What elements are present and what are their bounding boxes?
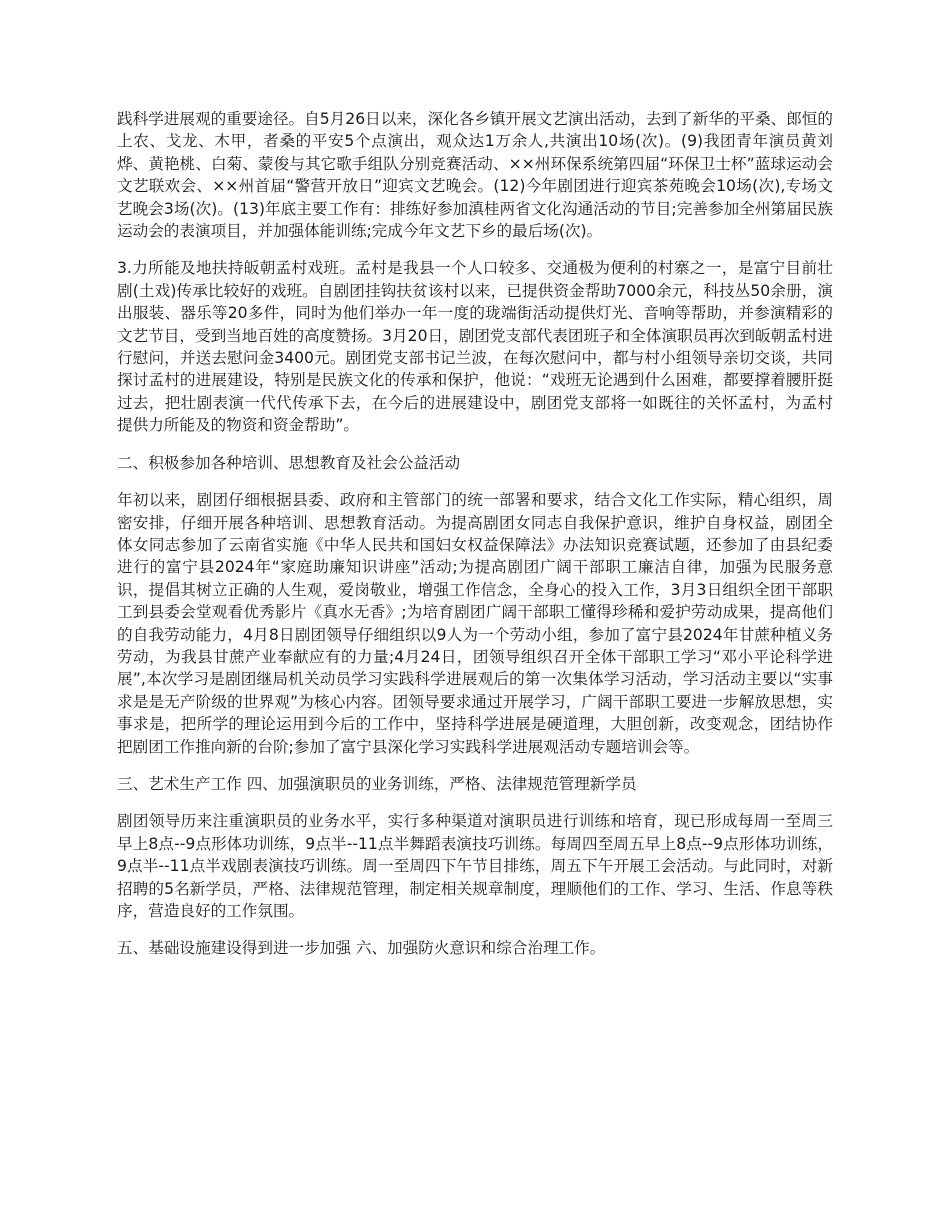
paragraph-practice-activities: 践科学进展观的重要途径。自5月26日以来，深化各乡镇开展文艺演出活动，去到了新华的平桑、郎恒的上农、戈龙、木甲，者桑的平安5个点演出，观众达1万余人,共演出10场(次)。(9)我团青年演员黄刘烨、黄艳桃、白菊、蒙俊与其它歌手组队分别竞赛活动、××州环保系统第四届“环保卫士杯”蓝球运动会文艺联欢会、××州首届“警营开放日”迎宾文艺晚会。(12)今年剧团进行迎宾茶苑晚会10场(次),专场文艺晚会3场(次)。(13)年底主要工作有：排练好参加滇桂两省文化沟通活动的节目;完善参加全州第届民族运动会的表演项目，并加强体能训练;完成今年文艺下乡的最后场(次)。 — [117, 110, 833, 241]
section-heading-training: 二、积极参加各种培训、思想教育及社会公益活动 — [117, 453, 461, 472]
section-heading-art-production: 三、艺术生产工作 四、加强演职员的业务训练，严格、法律规范管理新学员 — [117, 774, 637, 793]
section-heading-infrastructure: 五、基础设施建设得到进一步加强 六、加强防火意识和综合治理工作。 — [117, 939, 606, 958]
paragraph-mengcun-support: 3.力所能及地扶持皈朝孟村戏班。孟村是我县一个人口较多、交通极为便利的村寨之一，是富宁目前壮剧(土戏)传承比较好的戏班。自剧团挂钩扶贫该村以来，已提供资金帮助7000余元，科技丛50余册，演出服装、器乐等20多件，同时为他们举办一年一度的珑端街活动提供灯光、音响等帮助，并参演精彩的文艺节目，受到当地百姓的高度赞扬。3月20日，剧团党支部代表团班子和全体演职员再次到皈朝孟村进行慰问，并送去慰问金3400元。剧团党支部书记兰波，在每次慰问中，都与村小组领导亲切交谈，共同探讨孟村的进展建设，特别是民族文化的传承和保护，他说：“戏班无论遇到什么困难，都要撑着腰肝挺过去，把壮剧表演一代代传承下去，在今后的进展建设中，剧团党支部将一如既往的关怀孟村，为孟村提供力所能及的物资和资金帮助”。 — [117, 259, 833, 435]
paragraph-training-activities: 年初以来，剧团仔细根据县委、政府和主管部门的统一部署和要求，结合文化工作实际，精心组织，周密安排，仔细开展各种培训、思想教育活动。为提高剧团女同志自我保护意识，维护自身权益，剧团全体女同志参加了云南省实施《中华人民共和国妇女权益保障法》办法知识竞赛试题，还参加了由县纪委进行的富宁县2024年“家庭助廉知识讲座”活动;为提高剧团广阔干部职工廉洁自律，加强为民服务意识，提倡其树立正确的人生观，爱岗敬业，增强工作信念，全身心的投入工作，3月3日组织全团干部职工到县委会堂观看优秀影片《真水无香》;为培育剧团广阔干部职工懂得珍稀和爱护劳动成果，提高他们的自我劳动能力，4月8日剧团领导仔细组织以9人为一个劳动小组，参加了富宁县2024年甘蔗种植义务劳动，为我县甘蔗产业奉献应有的力量;4月24日，团领导组织召开全体干部职工学习“邓小平论科学进展”,本次学习是剧团继局机关动员学习实践科学进展观后的第一次集体学习活动，学习活动主要以“实事求是是无产阶级的世界观”为核心内容。团领导要求通过开展学习，广阔干部职工要进一步解放思想，实事求是，把所学的理论运用到今后的工作中，坚持科学进展是硬道理，大胆创新，改变观念，团结协作把剧团工作推向新的台阶;参加了富宁县深化学习实践科学进展观活动专题培训会等。 — [117, 491, 833, 756]
paragraph-performer-training: 剧团领导历来注重演职员的业务水平，实行多种渠道对演职员进行训练和培育，现已形成每周一至周三早上8点--9点形体功训练，9点半--11点半舞蹈表演技巧训练。每周四至周五早上8点--9点形体功训练，9点半--11点半戏剧表演技巧训练。周一至周四下午节目排练，周五下午开展工会活动。与此同时，对新招聘的5名新学员，严格、法律规范管理，制定相关规章制度，理顺他们的工作、学习、生活、作息等秩序，营造良好的工作氛围。 — [117, 812, 834, 920]
